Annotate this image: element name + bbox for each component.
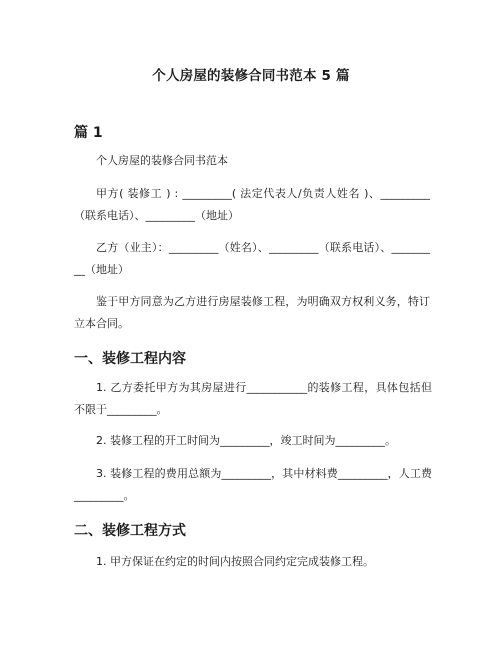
paragraph-intro-title: 个人房屋的装修合同书范本 bbox=[96, 154, 228, 167]
section-1-item-2: 2. 装修工程的开工时间为_________，竣工时间为_________。 bbox=[96, 434, 396, 447]
section-2-item-1: 1. 甲方保证在约定的时间内按照合同约定完成装修工程。 bbox=[96, 555, 374, 568]
section-heading-2: 二、装修工程方式 bbox=[74, 523, 186, 539]
paragraph-preamble: 鉴于甲方同意为乙方进行房屋装修工程，为明确双方权利义务，特订立本合同。 bbox=[74, 295, 430, 330]
section-heading-1: 一、装修工程内容 bbox=[74, 351, 186, 367]
part-heading: 篇 1 bbox=[74, 125, 103, 141]
paragraph-party-b: 乙方（业主）：_________（姓名）、_________（联系电话）、_________（地址） bbox=[74, 241, 430, 276]
document-title: 个人房屋的装修合同书范本 5 篇 bbox=[152, 68, 350, 84]
section-1-item-1: 1. 乙方委托甲方为其房屋进行___________的装修工程，具体包括但不限于_________。 bbox=[74, 381, 432, 416]
section-1-item-3: 3. 装修工程的费用总额为_________，其中材料费_________，人工费_________。 bbox=[74, 467, 432, 502]
paragraph-party-a: 甲方( 装修工 ) : _________( 法定代表人/负责人姓名 )、_________（联系电话）、_________（地址） bbox=[74, 187, 430, 222]
